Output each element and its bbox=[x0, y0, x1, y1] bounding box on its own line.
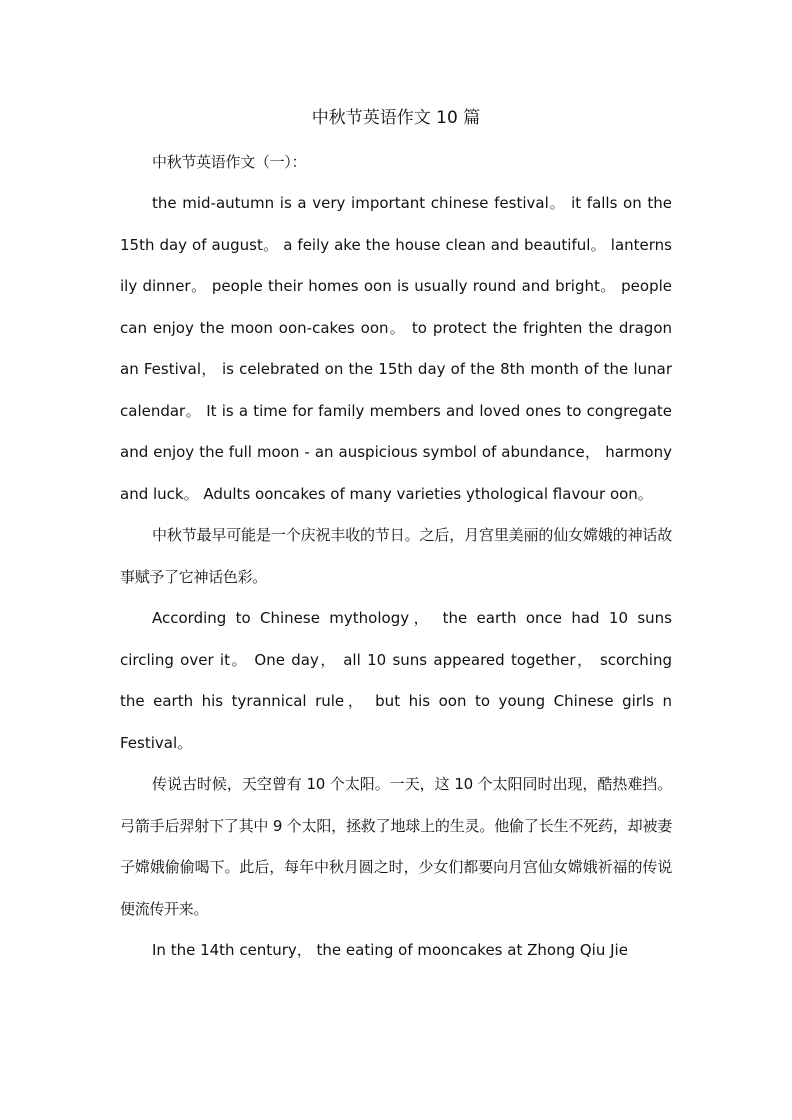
document-title: 中秋节英语作文 10 篇 bbox=[311, 108, 481, 128]
paragraph-chinese-2: 传说古时候，天空曾有 10 个太阳。一天，这 10 个太阳同时出现，酷热难挡。弓箭手后羿射下了其中 9 个太阳，拯救了地球上的生灵。他偷了长生不死药，却被妻子嫦娥偷偷喝下。此后，每年中秋月圆之时，少女们都要向月宫仙女嫦娥祈福的传说便流传开来。 bbox=[120, 775, 672, 918]
paragraph-english-2: According to Chinese mythology， the earth once had 10 suns circling over it。 One day， all 10 suns appeared together， scorching the earth his tyrannical rule， but his oon to young Chinese girls n Festival。 bbox=[120, 609, 672, 752]
paragraph-chinese-1: 中秋节最早可能是一个庆祝丰收的节日。之后，月宫里美丽的仙女嫦娥的神话故事赋予了它神话色彩。 bbox=[120, 526, 672, 586]
paragraph-english-1: the mid-autumn is a very important chinese festival。 it falls on the 15th day of august。 a feily ake the house clean and beautiful。 lanterns ily dinner。 people their homes oon is usually round and bright。 people can enjoy the moon oon-cakes oon。 to protect the frighten the dragon an Festival， is celebrated on the 15th day of the 8th month of the lunar calendar。 It is a time for family members and loved ones to congregate and enjoy the full moon - an auspicious symbol of abundance， harmony and luck。 Adults ooncakes of many varieties ythological flavour oon。 bbox=[120, 194, 672, 503]
paragraph-english-3: In the 14th century， the eating of mooncakes at Zhong Qiu Jie bbox=[152, 941, 628, 959]
document-page bbox=[120, 104, 672, 972]
section-heading: 中秋节英语作文（一）： bbox=[152, 153, 307, 171]
